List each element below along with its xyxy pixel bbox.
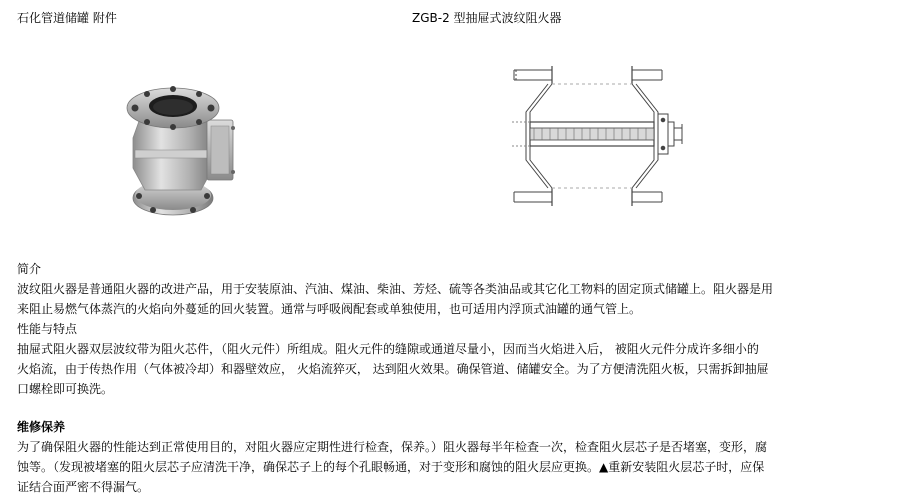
maintenance-heading: 维修保养: [17, 420, 66, 434]
features-line: 口螺栓即可换洗。: [17, 382, 114, 396]
document-title: 石化管道储罐 附件: [17, 11, 117, 25]
features-line: 抽屉式阻火器双层波纹带为阻火芯件，（阻火元件）所组成。阻火元件的缝隙或通道尽量小，因而当火焰进入后， 被阻火元件分成许多细小的: [17, 342, 759, 356]
section-spacer: [17, 399, 885, 417]
intro-line: 来阻止易燃气体蒸汽的火焰向外蔓延的回火装置。通常与呼吸阀配套或单独使用，也可适用内浮顶式油罐的通气管上。: [17, 302, 642, 316]
intro-line: 波纹阻火器是普通阻火器的改进产品，用于安装原油、汽油、煤油、柴油、芳烃、硫等各类油品或其它化工物料的固定顶式储罐上。阻火器是用: [17, 282, 774, 296]
maintenance-line: 蚀等。（发现被堵塞的阻火层芯子应清洗干净，确保芯子上的每个孔眼畅通，对于变形和腐蚀的阻火层应更换。▲重新安装阻火层芯子时，应保: [17, 460, 765, 474]
document-body: [17, 259, 885, 497]
flame-arrester-technical-drawing: [512, 62, 684, 210]
maintenance-line: 为了确保阻火器的性能达到正常使用目的，对阻火器应定期性进行检查，保养。）阻火器每半年检查一次，检查阻火层芯子是否堵塞，变形，腐: [17, 440, 768, 454]
intro-heading: 简介: [17, 262, 42, 276]
flame-arrester-photo: [113, 78, 243, 228]
product-title: ZGB-2 型抽屉式波纹阻火器: [412, 11, 562, 25]
maintenance-line: 证结合面严密不得漏气。: [17, 480, 150, 494]
features-line: 火焰流，由于传热作用（气体被冷却）和器壁效应， 火焰流猝灭， 达到阻火效果。确保管道、储罐安全。为了方便清洗阻火板，只需拆卸抽屉: [17, 362, 769, 376]
features-heading: 性能与特点: [17, 322, 78, 336]
